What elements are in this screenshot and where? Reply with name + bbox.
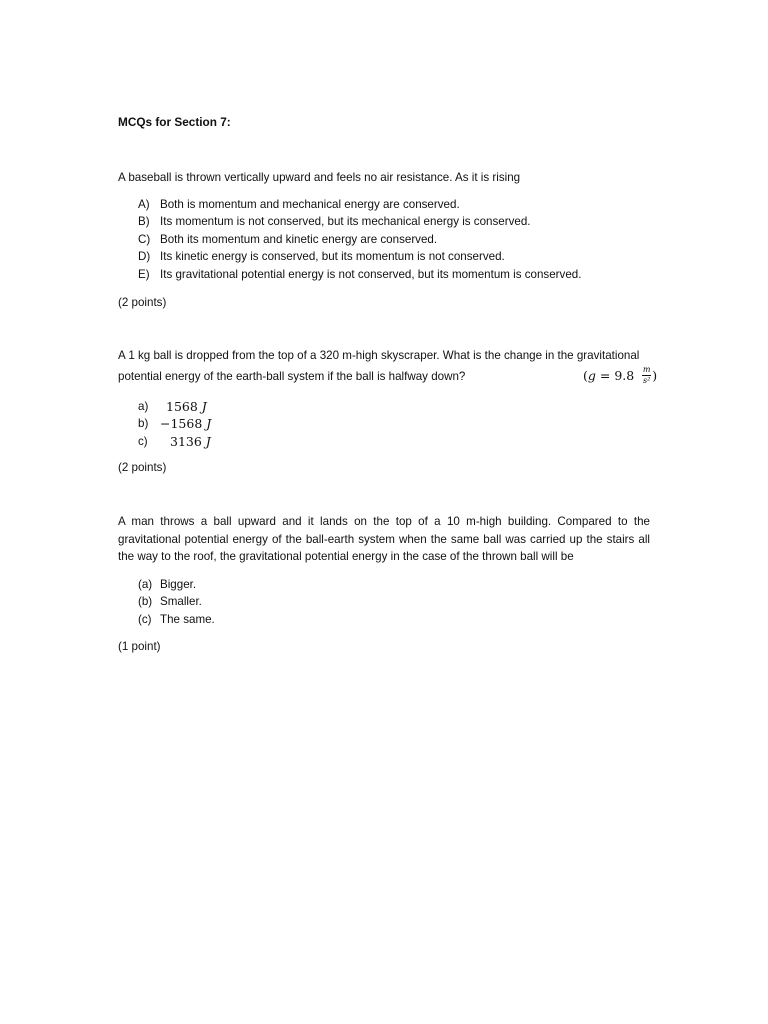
- option-label: (a): [138, 578, 153, 591]
- option-text: Bigger.: [160, 578, 197, 591]
- option-unit: J: [201, 399, 207, 414]
- option-text: Both is momentum and mechanical energy are conserved.: [160, 198, 460, 211]
- formula-open-paren: (: [583, 367, 588, 383]
- option-item: [138, 248, 581, 265]
- option-number: 3136: [170, 433, 202, 449]
- question-1-points: (2 points): [118, 296, 167, 309]
- option-label: b): [138, 417, 149, 431]
- option-text: Its gravitational potential energy is not conserved, but its momentum is conserved.: [160, 267, 582, 281]
- question-2-stem-line-2: potential energy of the earth-ball system if the ball is halfway down?: [118, 370, 466, 383]
- option-label: (b): [138, 595, 153, 609]
- option-item: [138, 231, 581, 248]
- formula-close-paren: ): [652, 367, 658, 383]
- option-label: C): [138, 232, 151, 246]
- question-2-points: (2 points): [118, 461, 167, 474]
- option-number: −1568: [160, 416, 203, 432]
- formula-value: = 9.8: [595, 367, 639, 383]
- option-item: [138, 593, 215, 610]
- formula-denominator: s²: [643, 376, 651, 385]
- option-item: [138, 196, 581, 213]
- question-3-points: (1 point): [118, 640, 161, 653]
- option-number: 1568: [166, 399, 198, 414]
- option-label: (c): [138, 612, 152, 626]
- option-text: Its kinetic energy is conserved, but its momentum is not conserved.: [160, 250, 505, 264]
- option-value: [166, 398, 207, 415]
- option-item: [138, 576, 215, 593]
- option-label: A): [138, 198, 150, 211]
- formula-fraction: [642, 366, 651, 385]
- option-item: [138, 266, 581, 283]
- option-unit: J: [205, 433, 211, 449]
- option-item: [138, 611, 215, 628]
- option-text: Both its momentum and kinetic energy are conserved.: [160, 232, 438, 246]
- question-2-options: [138, 398, 211, 450]
- option-item: [138, 433, 211, 450]
- option-unit: J: [206, 416, 212, 432]
- option-text: The same.: [160, 612, 215, 626]
- option-value: [170, 433, 211, 450]
- gravity-formula: [583, 366, 657, 385]
- question-1-stem: A baseball is thrown vertically upward and feels no air resistance. As it is rising: [118, 171, 521, 184]
- option-item: [138, 415, 211, 432]
- question-3-options: [138, 576, 215, 628]
- option-label: D): [138, 250, 151, 264]
- option-label: B): [138, 215, 150, 229]
- formula-variable: g: [587, 367, 596, 383]
- question-1-options: [138, 196, 581, 283]
- question-2-stem-line-1: A 1 kg ball is dropped from the top of a 320 m-high skyscraper. What is the change in the gravitational: [118, 349, 640, 362]
- option-value: [160, 415, 211, 432]
- option-label: E): [138, 267, 150, 281]
- option-label: a): [138, 400, 149, 413]
- formula-numerator: m: [642, 365, 651, 374]
- option-text: Its momentum is not conserved, but its mechanical energy is conserved.: [160, 215, 531, 229]
- option-item: [138, 398, 211, 415]
- option-label: c): [138, 434, 148, 448]
- option-item: [138, 213, 581, 230]
- question-3-stem: A man throws a ball upward and it lands on the top of a 10 m-high building. Compared to the gravitational potential energy of the ball-earth system when the same ball was carried up the stairs all the way to the roof, the gravitational potential energy in the case of the thrown ball will be: [118, 515, 650, 563]
- option-text: Smaller.: [160, 595, 202, 609]
- section-title: MCQs for Section 7:: [118, 115, 231, 129]
